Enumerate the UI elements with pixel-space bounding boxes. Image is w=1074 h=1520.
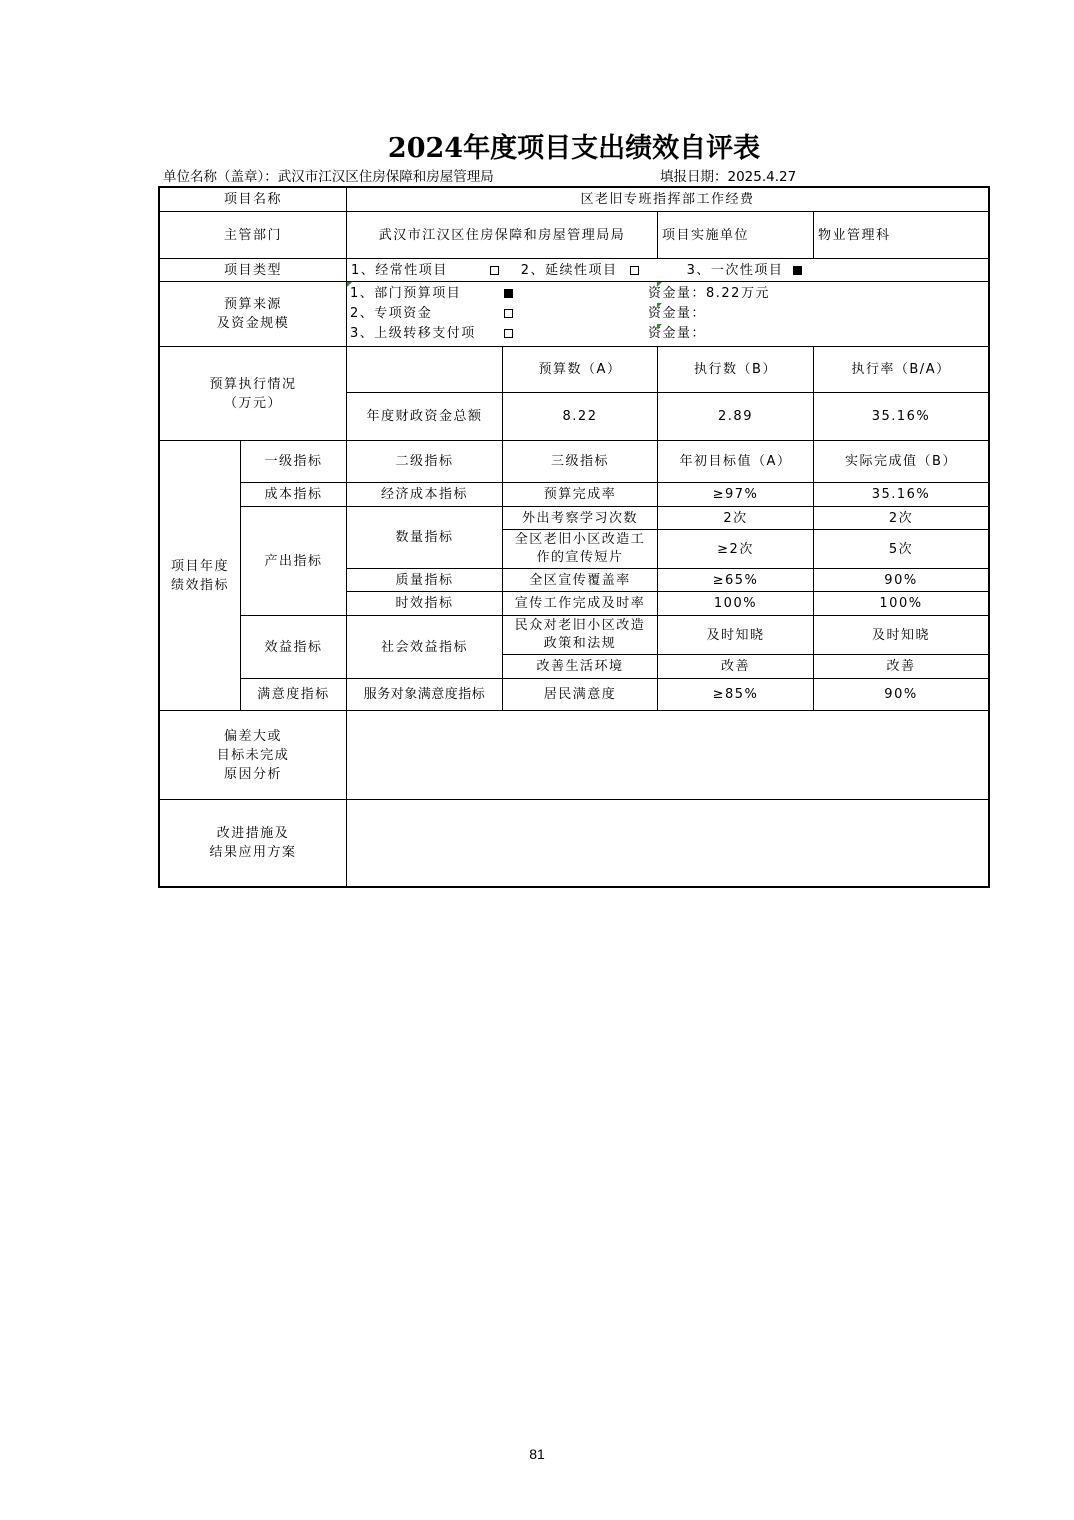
amount-special-fund: 资金量： [648,305,707,321]
checkbox-continuing[interactable] [630,266,639,275]
improvement-label [160,800,347,886]
level2-quantity: 数量指标 [347,507,503,569]
deviation-label-line2: 目标未完成 [216,747,290,763]
comment-marker-icon [657,303,662,308]
execution-header-blank [347,347,503,393]
source-transfer: 3、上级转移支付项 [350,325,476,341]
improvement-label-line2: 结果应用方案 [209,845,297,860]
level3-resident-satisfaction: 居民满意度 [503,679,658,711]
level3-line2: 作的宣传短片 [536,550,624,565]
project-type-label: 项目类型 [160,259,347,282]
actual-value: 100% [814,592,988,616]
actual-value: 及时知晓 [814,616,988,655]
execution-budget-value: 8.22 [503,393,658,441]
level3-line2: 政策和法规 [543,636,617,651]
level1-benefit: 效益指标 [241,616,347,679]
level3-study-trips: 外出考察学习次数 [503,507,658,530]
level1-satisfaction: 满意度指标 [241,679,347,711]
type-option-recurring: 1、经常性项目 [351,262,448,278]
execution-rate-value: 35.16% [814,393,988,441]
level3-line1: 民众对老旧小区改造 [514,618,646,633]
indicator-header-actual: 实际完成值（B） [814,441,988,483]
execution-row-label: 年度财政资金总额 [347,393,503,441]
execution-label [160,347,347,441]
type-option-continuing: 2、延续性项目 [520,262,618,278]
amount-dept-budget: 资金量：8.22万元 [648,285,770,301]
comment-marker-icon [657,324,662,329]
project-name-label: 项目名称 [160,188,347,212]
target-value: ≥2次 [658,530,814,569]
impl-unit-value: 物业管理科 [814,212,988,259]
budget-source-label-line2: 及资金规模 [216,316,290,331]
actual-value: 90% [814,569,988,592]
source-special-fund: 2、专项资金 [350,305,433,321]
report-date: 填报日期：2025.4.27 [660,169,797,185]
level1-cost: 成本指标 [241,483,347,507]
execution-label-line1: 预算执行情况 [209,376,297,392]
level2-timeliness: 时效指标 [347,592,503,616]
checkbox-recurring[interactable] [490,266,499,275]
comment-marker-icon [657,282,662,287]
deviation-label [160,711,347,800]
deviation-label-line3: 原因分析 [223,766,282,782]
actual-value: 5次 [814,530,988,569]
indicators-section-label [160,441,241,711]
actual-value: 35.16% [814,483,988,507]
budget-source-list [347,282,988,347]
execution-header-executed: 执行数（B） [658,347,814,393]
level3-budget-completion: 预算完成率 [503,483,658,507]
checkbox-onetime[interactable] [793,266,802,275]
target-value: 改善 [658,655,814,679]
level2-service-satisfaction: 服务对象满意度指标 [347,679,503,711]
checkbox-special-fund[interactable] [504,309,513,318]
impl-unit-label: 项目实施单位 [658,212,814,259]
indicators-label-line1: 项目年度 [170,558,229,574]
project-type-options [347,259,988,282]
target-value: ≥97% [658,483,814,507]
target-value: ≥85% [658,679,814,711]
level2-economic-cost: 经济成本指标 [347,483,503,507]
improvement-value [347,800,988,886]
project-name-value: 区老旧专班指挥部工作经费 [347,188,988,212]
source-dept-budget: 1、部门预算项目 [350,285,462,301]
budget-source-label-line1: 预算来源 [223,297,282,312]
amount-transfer: 资金量： [648,325,707,341]
unit-name: 单位名称（盖章）：武汉市江汉区住房保障和房屋管理局 [163,169,494,185]
deviation-label-line1: 偏差大或 [223,728,282,744]
level3-coverage: 全区宣传覆盖率 [503,569,658,592]
indicator-header-target: 年初目标值（A） [658,441,814,483]
level2-quality: 质量指标 [347,569,503,592]
indicator-header-level2: 二级指标 [347,441,503,483]
department-value: 武汉市江汉区住房保障和房屋管理局局 [347,212,658,259]
indicators-label-line2: 绩效指标 [170,577,229,593]
budget-source-row [350,283,988,303]
type-option-onetime: 3、一次性项目 [686,262,784,278]
level3-on-time-rate: 宣传工作完成及时率 [503,592,658,616]
performance-table [158,186,990,888]
department-label: 主管部门 [160,212,347,259]
actual-value: 2次 [814,507,988,530]
indicator-header-level1: 一级指标 [241,441,347,483]
execution-executed-value: 2.89 [658,393,814,441]
budget-source-label [160,282,347,347]
indicator-header-level3: 三级指标 [503,441,658,483]
checkbox-transfer[interactable] [504,329,513,338]
execution-label-line2: （万元） [223,395,282,411]
page-number: 81 [529,1446,545,1462]
deviation-value [347,711,988,800]
target-value: 100% [658,592,814,616]
level1-output: 产出指标 [241,507,347,616]
level3-policy-awareness [503,616,658,655]
target-value: ≥65% [658,569,814,592]
execution-header-rate: 执行率（B/A） [814,347,988,393]
actual-value: 90% [814,679,988,711]
target-value: 及时知晓 [658,616,814,655]
page-title: 2024年度项目支出绩效自评表 [387,133,761,164]
level3-line1: 全区老旧小区改造工 [514,532,646,547]
comment-marker-icon [347,282,352,287]
actual-value: 改善 [814,655,988,679]
level2-social-benefit: 社会效益指标 [347,616,503,679]
level3-promo-videos [503,530,658,569]
execution-header-budget: 预算数（A） [503,347,658,393]
target-value: 2次 [658,507,814,530]
improvement-label-line1: 改进措施及 [216,826,290,841]
level3-living-environment: 改善生活环境 [503,655,658,679]
budget-source-row [350,323,988,343]
budget-source-row [350,303,988,323]
checkbox-dept-budget[interactable] [504,289,513,298]
